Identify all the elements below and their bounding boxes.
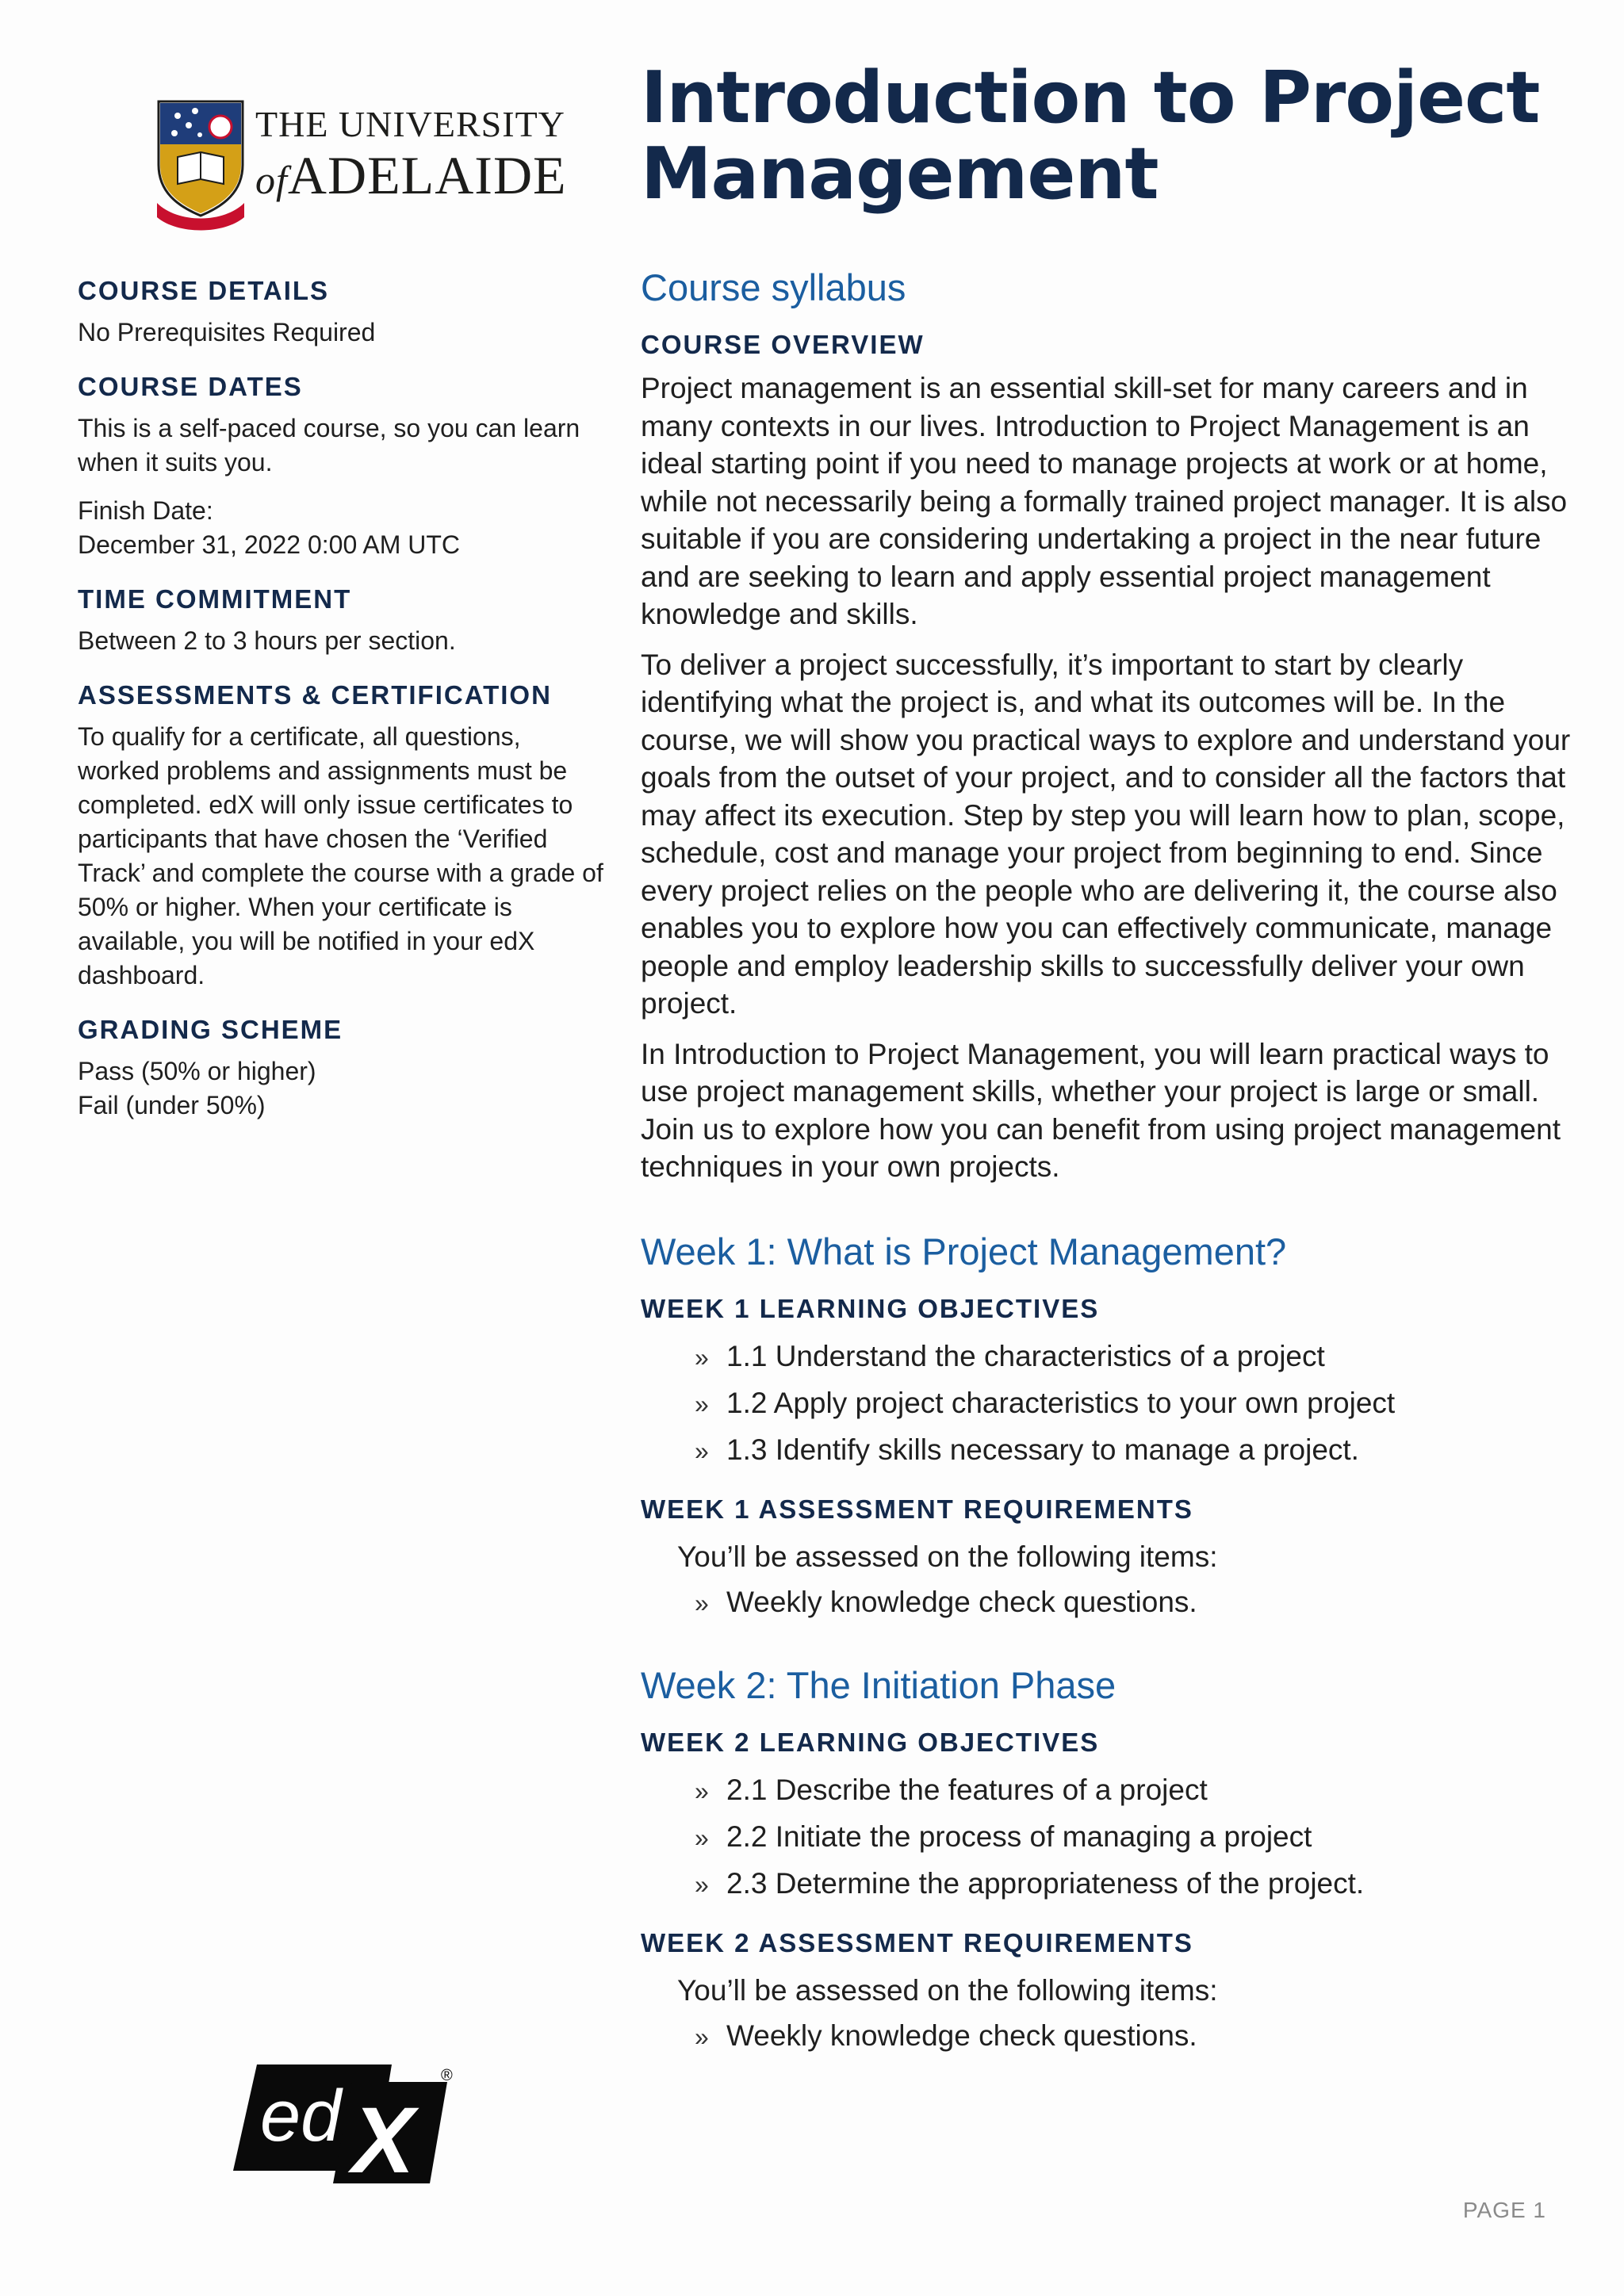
course-sidebar	[78, 274, 609, 1143]
university-name-adelaide: ADELAIDE	[287, 145, 567, 205]
week-2-assessment-intro: You’ll be assessed on the following items:	[677, 1973, 1218, 2007]
list-item	[695, 1427, 1576, 1474]
week-1-objectives-heading: WEEK 1 LEARNING OBJECTIVES	[641, 1293, 1100, 1323]
grading-fail: Fail (under 50%)	[78, 1091, 266, 1119]
bullet-icon: »	[695, 1436, 709, 1465]
bullet-icon: »	[695, 1342, 709, 1372]
course-dates-section	[78, 370, 609, 562]
week-2-title: Week 2: The Initiation Phase	[641, 1663, 1116, 1706]
list-item	[695, 1380, 1576, 1427]
grading-heading: GRADING SCHEME	[78, 1015, 343, 1044]
bullet-icon: »	[695, 1389, 709, 1418]
overview-paragraph: To deliver a project successfully, it’s important to start by clearly identifying what the project is, and what its outcomes will be. In the course, we will show you practical ways to explore and understand your goals from the outset of your project, and to consider all the factors that may affect its execution. Step by step you will learn how to plan, scope, schedule, cost and manage your project from beginning to end. Since every project relies on the people who are delivering it, the course also enables you to explore how you can effectively communicate, manage people and employ leadership skills to successfully deliver your own project.	[641, 648, 1571, 1020]
week-2-section	[641, 1661, 1576, 2060]
bullet-icon: »	[695, 1588, 709, 1617]
course-dates-text: This is a self-paced course, so you can learn when it suits you.	[78, 414, 580, 476]
page-title: Introduction to Project Management	[641, 56, 1540, 216]
bullet-icon: »	[695, 1823, 709, 1852]
assessments-text: To qualify for a certificate, all questions, worked problems and assignments must be completed. edX will only issue certificates to participants that have chosen the ‘Verified Track’ and complete the course with a grade of 50% or higher. When your certificate is available, you will be notified in your edX dashboard.	[78, 722, 603, 989]
list-item	[695, 1579, 1576, 1626]
edx-logo	[233, 2064, 455, 2183]
time-commitment-text: Between 2 to 3 hours per section.	[78, 626, 456, 655]
week-2-objectives-heading: WEEK 2 LEARNING OBJECTIVES	[641, 1727, 1100, 1757]
week-1-objectives-list	[641, 1334, 1576, 1474]
objective-text: 2.1 Describe the features of a project	[726, 1773, 1208, 1806]
assessments-section	[78, 679, 609, 993]
grading-pass: Pass (50% or higher)	[78, 1057, 316, 1085]
objective-text: 2.3 Determine the appropriateness of the project.	[726, 1866, 1365, 1900]
course-details-section	[78, 274, 609, 350]
finish-date-value: December 31, 2022 0:00 AM UTC	[78, 530, 461, 559]
university-logo	[154, 98, 567, 233]
registered-mark: ®	[441, 2067, 453, 2084]
course-details-text: No Prerequisites Required	[78, 318, 376, 346]
week-1-section	[641, 1227, 1576, 1626]
objective-text: 1.3 Identify skills necessary to manage a project.	[726, 1433, 1359, 1466]
page-number: PAGE 1	[1462, 2198, 1546, 2222]
assessment-item-text: Weekly knowledge check questions.	[726, 1585, 1197, 1618]
week-2-objectives-list	[641, 1767, 1576, 1908]
time-commitment-heading: TIME COMMITMENT	[78, 584, 352, 614]
syllabus-content	[641, 263, 1576, 2079]
objective-text: 2.2 Initiate the process of managing a project	[726, 1820, 1312, 1853]
course-details-heading: COURSE DETAILS	[78, 276, 330, 305]
overview-heading: COURSE OVERVIEW	[641, 330, 925, 359]
assessment-item-text: Weekly knowledge check questions.	[726, 2019, 1197, 2052]
university-name-line2	[255, 144, 567, 207]
course-dates-heading: COURSE DATES	[78, 372, 303, 401]
list-item	[695, 1814, 1576, 1861]
week-1-assessment-list	[641, 1579, 1576, 1626]
grading-section	[78, 1013, 609, 1123]
list-item	[695, 1767, 1576, 1814]
university-name-of: of	[255, 158, 288, 202]
finish-date-label: Finish Date:	[78, 496, 213, 525]
assessments-heading: ASSESSMENTS & CERTIFICATION	[78, 680, 552, 710]
university-crest-icon	[154, 98, 247, 233]
syllabus-heading: Course syllabus	[641, 266, 906, 308]
bullet-icon: »	[695, 1776, 709, 1805]
objective-text: 1.1 Understand the characteristics of a project	[726, 1339, 1325, 1372]
week-2-assessment-heading: WEEK 2 ASSESSMENT REQUIREMENTS	[641, 1927, 1193, 1957]
week-2-assessment-list	[641, 2013, 1576, 2060]
objective-text: 1.2 Apply project characteristics to your own project	[726, 1386, 1396, 1419]
overview-paragraph: Project management is an essential skill-set for many careers and in many contexts in our lives. Introduction to Project Management is an ideal starting point if you need to manage projects at work or at home, while not necessarily being a formally trained project manager. It is also suitable if you are considering undertaking a project in the near future and are seeking to learn and apply essential project management knowledge and skills.	[641, 372, 1568, 630]
edx-logo-ed: ed	[260, 2076, 342, 2156]
overview-paragraph: In Introduction to Project Management, you will learn practical ways to use project management skills, whether your project is large or small. Join us to explore how you can benefit from using project management techniques in your own projects.	[641, 1037, 1561, 1183]
list-item	[695, 1861, 1576, 1908]
week-1-assessment-intro: You’ll be assessed on the following items:	[677, 1540, 1218, 1573]
list-item	[695, 2013, 1576, 2060]
week-1-title: Week 1: What is Project Management?	[641, 1230, 1287, 1272]
bullet-icon: »	[695, 1869, 709, 1899]
time-commitment-section	[78, 583, 609, 658]
list-item	[695, 1334, 1576, 1380]
edx-logo-x: X	[352, 2088, 415, 2183]
bullet-icon: »	[695, 2022, 709, 2051]
university-name-line1: THE UNIVERSITY	[255, 104, 565, 144]
week-1-assessment-heading: WEEK 1 ASSESSMENT REQUIREMENTS	[641, 1494, 1193, 1524]
